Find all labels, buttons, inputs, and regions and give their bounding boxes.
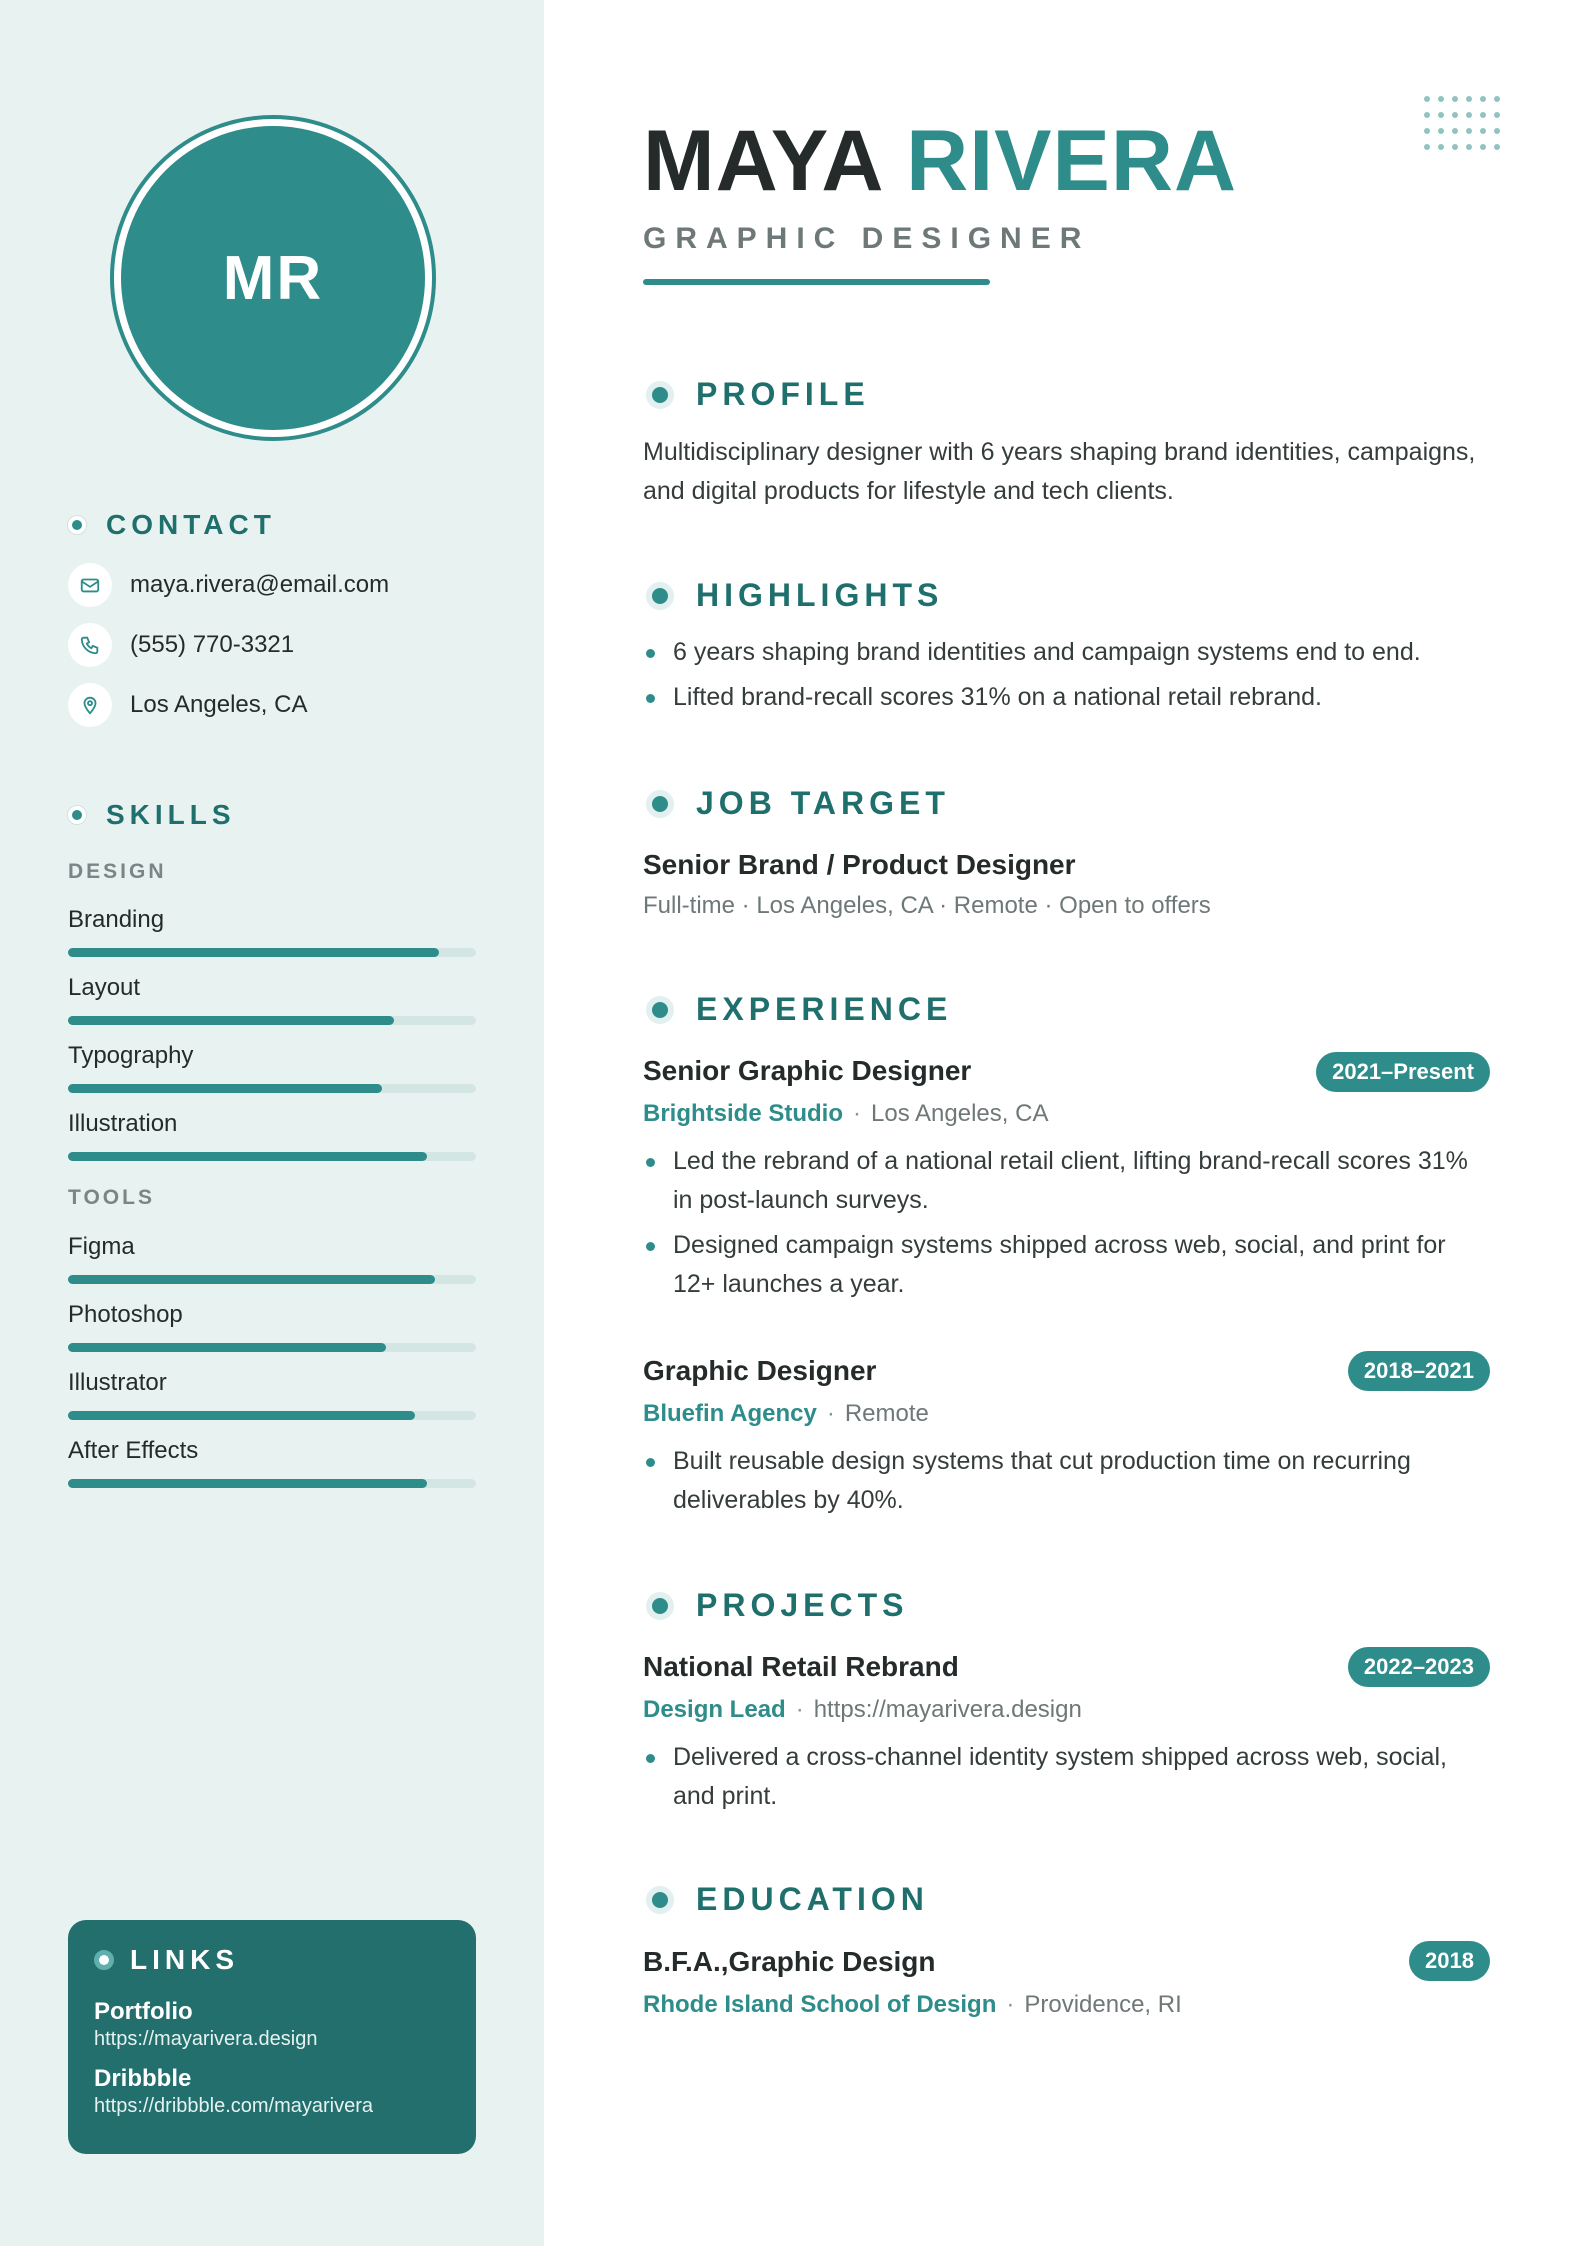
contact-email-text: maya.rivera@email.com xyxy=(130,571,390,598)
mail-icon xyxy=(68,563,112,607)
profile-text: Multidisciplinary designer with 6 years shaping brand identities, campaigns, and digital products for lifestyle and tech clients. xyxy=(643,438,1476,505)
heading-dot-icon xyxy=(646,381,674,409)
project-title: National Retail Rebrand xyxy=(643,1651,959,1682)
job-title: Senior Graphic Designer xyxy=(643,1055,972,1086)
job-target-details: Full-time · Los Angeles, CA · Remote · Open to offers xyxy=(643,892,1211,919)
contact-heading xyxy=(68,509,276,541)
highlights-heading xyxy=(646,577,943,614)
heading-dot-icon xyxy=(646,1886,674,1914)
skill-name: Illustrator xyxy=(68,1369,167,1396)
date-badge: 2022–2023 xyxy=(1348,1647,1490,1687)
skill-item xyxy=(68,906,476,957)
skill-name: Illustration xyxy=(68,1110,178,1137)
skill-bar xyxy=(68,1275,476,1284)
links-panel xyxy=(68,1920,476,2154)
skill-bar xyxy=(68,1343,476,1352)
company-name: Bluefin Agency xyxy=(643,1400,817,1427)
date-badge: 2021–Present xyxy=(1316,1052,1490,1092)
skill-name: Typography xyxy=(68,1042,194,1069)
skill-bar-fill xyxy=(68,1411,415,1420)
project-role: Design Lead xyxy=(643,1696,786,1723)
job-bullets xyxy=(643,1442,1493,1526)
heading-dot-icon xyxy=(646,790,674,818)
skill-item xyxy=(68,1110,476,1161)
skill-bar-fill xyxy=(68,1479,427,1488)
profile-heading xyxy=(646,376,870,413)
heading-dot-icon xyxy=(646,1592,674,1620)
date-badge: 2018–2021 xyxy=(1348,1351,1490,1391)
role-title: GRAPHIC DESIGNER xyxy=(643,222,1091,255)
avatar-ring xyxy=(110,115,436,441)
list-item: 6 years shaping brand identities and campaign systems end to end. xyxy=(643,633,1493,672)
skill-bar-fill xyxy=(68,1343,386,1352)
job-bullets xyxy=(643,1142,1493,1310)
skill-name: Figma xyxy=(68,1233,135,1260)
link-url[interactable]: https://dribbble.com/mayarivera xyxy=(94,2095,374,2117)
job-location: Los Angeles, CA xyxy=(871,1100,1049,1127)
list-item: Built reusable design systems that cut production time on recurring deliverables by 40%. xyxy=(643,1442,1493,1520)
job-meta: Bluefin Agency · Remote xyxy=(643,1400,929,1427)
highlights-heading-label: HIGHLIGHTS xyxy=(696,577,944,613)
skills-heading xyxy=(68,799,236,831)
project-url[interactable]: https://mayarivera.design xyxy=(813,1696,1082,1723)
company-name: Brightside Studio xyxy=(643,1100,843,1127)
skill-bar xyxy=(68,1016,476,1025)
skill-bar xyxy=(68,948,476,957)
skill-name: After Effects xyxy=(68,1437,199,1464)
project-meta: Design Lead · https://mayarivera.design xyxy=(643,1696,1082,1723)
link-name: Dribbble xyxy=(94,2065,192,2092)
experience-heading xyxy=(646,991,952,1028)
contact-location xyxy=(68,683,307,727)
skill-item xyxy=(68,1233,476,1284)
links-heading-label: LINKS xyxy=(130,1944,239,1975)
skill-group-tools: TOOLS xyxy=(68,1186,155,1209)
skill-group-design: DESIGN xyxy=(68,860,167,883)
skill-bar-fill xyxy=(68,1152,427,1161)
phone-icon xyxy=(68,623,112,667)
contact-phone[interactable] xyxy=(68,623,294,667)
contact-email[interactable] xyxy=(68,563,389,607)
link-portfolio[interactable] xyxy=(94,1998,450,2051)
heading-dot-icon xyxy=(68,516,86,534)
skill-item xyxy=(68,1301,476,1352)
last-name: RIVERA xyxy=(906,113,1238,209)
job-target-title: Senior Brand / Product Designer xyxy=(643,849,1076,880)
projects-heading xyxy=(646,1587,908,1624)
skill-item xyxy=(68,1437,476,1488)
skills-heading-label: SKILLS xyxy=(106,799,236,830)
skill-name: Photoshop xyxy=(68,1301,183,1328)
location-pin-icon xyxy=(68,683,112,727)
skill-item xyxy=(68,974,476,1025)
job-title: Graphic Designer xyxy=(643,1355,877,1386)
heading-dot-icon xyxy=(68,806,86,824)
education-heading xyxy=(646,1881,929,1918)
link-dribbble[interactable] xyxy=(94,2065,450,2118)
skill-item xyxy=(68,1369,476,1420)
school-name: Rhode Island School of Design xyxy=(643,1991,997,2018)
highlights-list xyxy=(643,633,1493,723)
skill-bar xyxy=(68,1479,476,1488)
school-location: Providence, RI xyxy=(1024,1991,1182,2018)
list-item: Lifted brand-recall scores 31% on a national retail rebrand. xyxy=(643,678,1493,717)
title-underline xyxy=(643,279,990,285)
skill-bar-fill xyxy=(68,948,439,957)
experience-heading-label: EXPERIENCE xyxy=(696,991,953,1027)
job-target-heading xyxy=(646,785,950,822)
job-meta: Brightside Studio · Los Angeles, CA xyxy=(643,1100,1049,1127)
contact-heading-label: CONTACT xyxy=(106,509,276,540)
skill-item xyxy=(68,1042,476,1093)
profile-heading-label: PROFILE xyxy=(696,376,870,412)
heading-dot-icon xyxy=(646,996,674,1024)
skill-bar-fill xyxy=(68,1275,435,1284)
job-target-heading-label: JOB TARGET xyxy=(696,785,950,821)
links-heading xyxy=(94,1944,450,1976)
skill-bar-fill xyxy=(68,1016,394,1025)
education-heading-label: EDUCATION xyxy=(696,1881,929,1917)
job-location: Remote xyxy=(844,1400,929,1427)
skill-bar xyxy=(68,1152,476,1161)
avatar-initials: MR xyxy=(222,243,324,313)
degree-title: B.F.A.,Graphic Design xyxy=(643,1946,936,1977)
heading-dot-icon xyxy=(94,1950,114,1970)
skill-bar xyxy=(68,1411,476,1420)
list-item: Designed campaign systems shipped across web, social, and print for 12+ launches a year. xyxy=(643,1226,1493,1304)
heading-dot-icon xyxy=(646,582,674,610)
projects-heading-label: PROJECTS xyxy=(696,1587,909,1623)
skill-name: Layout xyxy=(68,974,141,1001)
skill-bar-fill xyxy=(68,1084,382,1093)
skill-name: Branding xyxy=(68,906,165,933)
list-item: Led the rebrand of a national retail client, lifting brand-recall scores 31% in post-launch surveys. xyxy=(643,1142,1493,1220)
link-name: Portfolio xyxy=(94,1998,193,2025)
link-url[interactable]: https://mayarivera.design xyxy=(94,2028,318,2050)
list-item: Delivered a cross-channel identity system shipped across web, social, and print. xyxy=(643,1738,1493,1816)
contact-location-text: Los Angeles, CA xyxy=(130,691,308,718)
resume-name xyxy=(643,112,1237,211)
skill-bar xyxy=(68,1084,476,1093)
contact-phone-text: (555) 770-3321 xyxy=(130,631,295,658)
date-badge: 2018 xyxy=(1409,1941,1490,1981)
project-bullets xyxy=(643,1738,1493,1822)
education-meta: Rhode Island School of Design · Providence, RI xyxy=(643,1991,1182,2018)
dot-grid-decoration-icon xyxy=(1424,96,1502,156)
avatar xyxy=(121,126,425,430)
first-name: MAYA xyxy=(643,113,882,209)
